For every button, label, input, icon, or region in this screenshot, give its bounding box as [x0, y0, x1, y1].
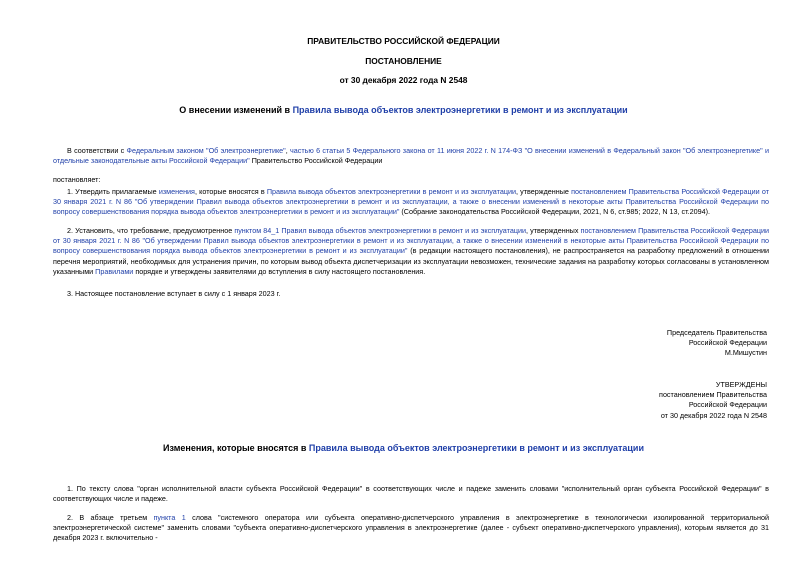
- change2-text-1: 2. В абзаце третьем: [67, 513, 154, 522]
- document-type-heading: ПОСТАНОВЛЕНИЕ: [365, 56, 442, 66]
- item2-text-1: 2. Установить, что требование, предусмотренное: [67, 226, 235, 235]
- approved-by: постановлением Правительства: [659, 390, 767, 400]
- signature-name: М.Мишустин: [724, 348, 767, 358]
- change-1-paragraph: 1. По тексту слова "орган исполнительной власти субъекта Российской Федерации" в соответствующих числе и падеже заменить словами "исполнительный орган субъекта Российской Федерации" в соответствующих числе и падеже.: [53, 484, 769, 504]
- changes-title-rules-link[interactable]: Правила вывода объектов электроэнергетики в ремонт и из эксплуатации: [308, 443, 644, 453]
- item1-text-3: , утвержденные: [515, 187, 572, 196]
- approval-block: [527, 380, 767, 421]
- change2-text-2: слова "системного оператора или субъекта оперативно-диспетчерского управления в электроэнергетике в технологически изолированной территориальной электроэнергетической системе" заменить словами "субъекта оперативно-диспетчерского управления в электроэнергетике (далее - субъект оперативно-диспетчерского управления), которым является до 31 декабря 2023 г. включительно -: [53, 513, 770, 543]
- item-3-paragraph: 3. Настоящее постановление вступает в силу с 1 января 2023 г.: [67, 289, 281, 298]
- changes-title: [0, 442, 807, 455]
- federal-law-link[interactable]: Федеральным законом "Об электроэнергетике": [126, 146, 286, 155]
- resolution-86-link[interactable]: постановлением Правительства Российской Федерации от 30 января 2021 г. N 86 "Об утверждении Правил вывода объектов электроэнергетики в ремонт и из эксплуатации, а также о внесении изменений в некоторые акты Правительства Российской Федерации по вопросу совершенствования порядка вывода объектов электроэнергетики в ремонт и из эксплуатации": [53, 187, 769, 217]
- item1-text-1: 1. Утвердить прилагаемые: [67, 187, 159, 196]
- document-title: [0, 104, 807, 117]
- decrees-label: постановляет:: [53, 175, 101, 184]
- item2-text-2: , утвержденных: [526, 226, 581, 235]
- resolution-86-link-2[interactable]: постановлением Правительства Российской Федерации от 30 января 2021 г. N 86 "Об утверждении Правил вывода объектов электроэнергетики в ремонт и из эксплуатации, а также о внесении изменений в некоторые акты Правительства Российской Федерации по вопросу совершенствования порядка вывода объектов электроэнергетики в ремонт и из эксплуатации": [53, 226, 769, 256]
- clause-84-1-link[interactable]: пунктом 84_1 Правил вывода объектов электроэнергетики в ремонт и из эксплуатации: [234, 226, 526, 235]
- changes-link[interactable]: изменения: [158, 187, 195, 196]
- signature-position: Председатель Правительства: [666, 328, 767, 337]
- item-1-paragraph: [53, 187, 769, 218]
- preamble-text-3: Правительство Российской Федерации: [249, 156, 383, 166]
- preamble-paragraph: [53, 146, 769, 166]
- preamble-text-1: В соответствии с: [67, 146, 127, 155]
- item2-text-3: (в редакции настоящего постановления), не распространяется на разработку предложений в отношении перечня мероприятий, необходимых для устранения причин, по которым вывод объекта диспетчеризации из эксплуатации невозможен, технические задания на разработку которых согласованы в установленном указанными: [53, 246, 769, 276]
- signature-block: [527, 328, 767, 359]
- signature-country: Российской Федерации: [688, 338, 767, 348]
- item1-text-2: , которые вносятся в: [194, 187, 267, 196]
- changes-title-prefix: Изменения, которые вносятся в: [163, 443, 309, 453]
- federal-law-174-link[interactable]: частью 6 статьи 5 Федерального закона от 11 июня 2022 г. N 174-ФЗ "О внесении изменений в Федеральный закон "Об электроэнергетике" и отдельные законодательные акты Российской Федерации": [53, 146, 769, 166]
- item1-text-4: (Собрание законодательства Российской Федерации, 2021, N 6, ст.985; 2022, N 13, ст.2094).: [399, 207, 710, 217]
- clause-1-link[interactable]: пункта 1: [153, 513, 186, 522]
- government-heading: ПРАВИТЕЛЬСТВО РОССИЙСКОЙ ФЕДЕРАЦИИ: [307, 36, 500, 46]
- date-number-heading: от 30 декабря 2022 года N 2548: [339, 75, 468, 85]
- rules-link[interactable]: Правила вывода объектов электроэнергетики в ремонт и из эксплуатации: [266, 187, 516, 196]
- approved-date: от 30 декабря 2022 года N 2548: [660, 410, 767, 420]
- item-2-paragraph: [53, 226, 769, 277]
- approved-country: Российской Федерации: [688, 400, 767, 410]
- title-rules-link[interactable]: Правила вывода объектов электроэнергетики в ремонт и из эксплуатации: [292, 105, 628, 115]
- title-prefix: О внесении изменений в: [179, 105, 293, 115]
- approved-label: УТВЕРЖДЕНЫ: [715, 380, 767, 389]
- rules-link-2[interactable]: Правилами: [95, 266, 134, 276]
- preamble-text-2: ,: [285, 146, 291, 155]
- change-2-paragraph: [53, 513, 769, 544]
- item2-text-4: порядке и утверждены заявителями до вступления в силу настоящего постановления.: [133, 266, 426, 276]
